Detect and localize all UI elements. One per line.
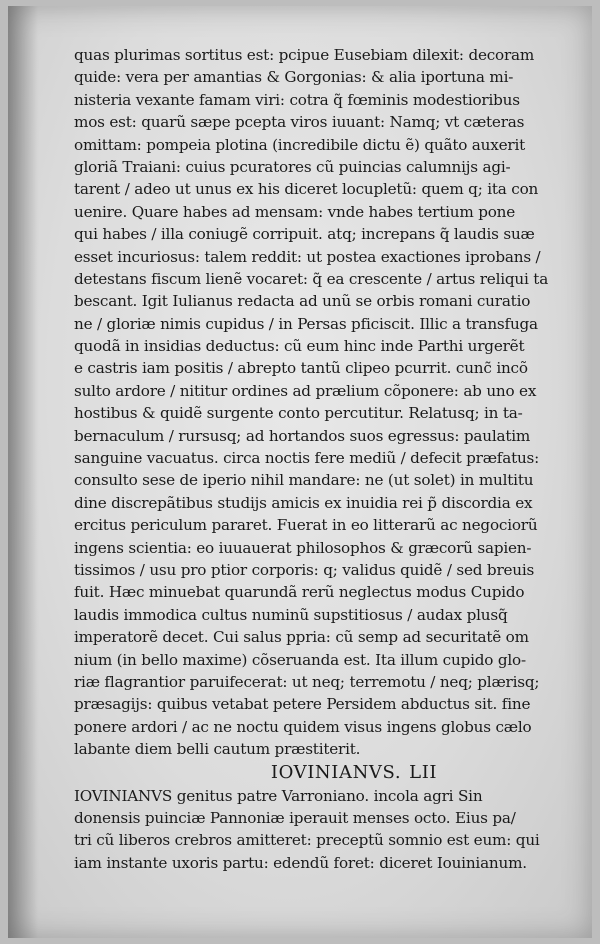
text-line: præsagijs: quibus vetabat petere Persidem abductus sit. fine [74, 695, 531, 714]
text-line: uenire. Quare habes ad mensam: vnde habes tertium pone [74, 202, 516, 221]
text-line: hostibus & quidẽ surgente conto percutitur. Relatusq; in ta- [74, 404, 523, 423]
text-line: bescant. Igit Iulianus redacta ad unũ se orbis romani curatio [74, 292, 531, 311]
text-line: e castris iam positis / abrepto tantũ clipeo pcurrit. cunc̃ incõ [74, 359, 528, 378]
text-line: quodã in insidias deductus: cũ eum hinc inde Parthi urgerẽt [74, 337, 525, 356]
text-line: omittam: pompeia plotina (incredibile dictu ẽ) quãto auxerit [74, 135, 526, 154]
text-line: tissimos / usu pro ptior corporis: q; validus quidẽ / sed breuis [74, 560, 535, 579]
text-line: nium (in bello maxime) cõseruanda est. Ita illum cupido glo- [74, 650, 526, 669]
text-line: IOVINIANVS genitus patre Varroniano. incola agri Sin [74, 786, 483, 805]
text-line: quas plurimas sortitus est: pcipue Eusebiam dilexit: decoram [74, 46, 535, 64]
text-line: gloriã Traiani: cuius pcuratores cũ puincias calumnijs agi- [74, 157, 511, 176]
text-line: nisteria vexante famam viri: cotra q̃ fœminis modestioribus [74, 90, 520, 109]
text-line: fuit. Hæc minuebat quarundã rerũ neglectus modus Cupido [74, 583, 525, 602]
text-line: tri cũ liberos crebros amitteret: preceptũ somnio est eum: qui [74, 831, 540, 850]
text-line: detestans fiscum lienẽ vocaret: q̃ ea crescente / artus reliqui ta [74, 269, 549, 288]
book-page [8, 6, 592, 938]
text-line: dine discrepãtibus studijs amicis ex inuidia rei p̃ discordia ex [74, 493, 533, 512]
text-line: labante diem belli cautum præstiterit. [74, 740, 361, 759]
page-gutter-shadow [8, 6, 38, 938]
text-line: sulto ardore / nititur ordines ad prælium cõponere: ab uno ex [74, 381, 537, 400]
text-line: riæ flagrantior paruifecerat: ut neq; terremotu / neq; plærisq; [74, 672, 540, 691]
text-line: mos est: quarũ sæpe pcepta viros iuuant: Namq; vt cæteras [74, 113, 525, 132]
text-line: esset incuriosus: talem reddit: ut postea exactiones iprobans / [74, 247, 541, 266]
text-line: laudis immodica cultus numinũ supstitiosus / audax plusq̃ [74, 605, 508, 624]
chapter-heading [124, 761, 584, 785]
text-line: ingens scientia: eo iuuauerat philosophos & græcorũ sapien- [74, 538, 532, 557]
text-block [74, 44, 584, 874]
text-line: consulto sese de iperio nihil mandare: ne (ut solet) in multitu [74, 471, 534, 490]
text-line: tarent / adeo ut unus ex his diceret locupletũ: quem q; ita con [74, 180, 539, 199]
text-line: ercitus periculum pararet. Fuerat in eo litterarũ ac negociorũ [74, 516, 538, 535]
text-line: ponere ardori / ac ne noctu quidem visus ingens globus cælo [74, 717, 532, 736]
text-line: donensis puinciæ Pannoniæ iperauit menses octo. Eius pa/ [74, 808, 516, 827]
text-line: quide: vera per amantias & Gorgonias: & alia iportuna mi- [74, 68, 514, 87]
text-line: ne / gloriæ nimis cupidus / in Persas pficiscit. Illic a transfuga [74, 314, 538, 333]
chapter-heading-number: LII [409, 761, 438, 783]
chapter-heading-name: IOVINIANVS. [270, 761, 402, 783]
text-line: bernaculum / rursusq; ad hortandos suos egressus: paulatim [74, 426, 531, 445]
text-line: imperatorẽ decet. Cui salus ppria: cũ semp ad securitatẽ om [74, 628, 529, 647]
text-line: sanguine vacuatus. circa noctis fere mediũ / defecit præfatus: [74, 449, 540, 468]
text-line: iam instante uxoris partu: edendũ foret: diceret Iouinianum. [74, 853, 527, 872]
text-line: qui habes / illa coniugẽ corripuit. atq; increpans q̃ laudis suæ [74, 225, 535, 244]
